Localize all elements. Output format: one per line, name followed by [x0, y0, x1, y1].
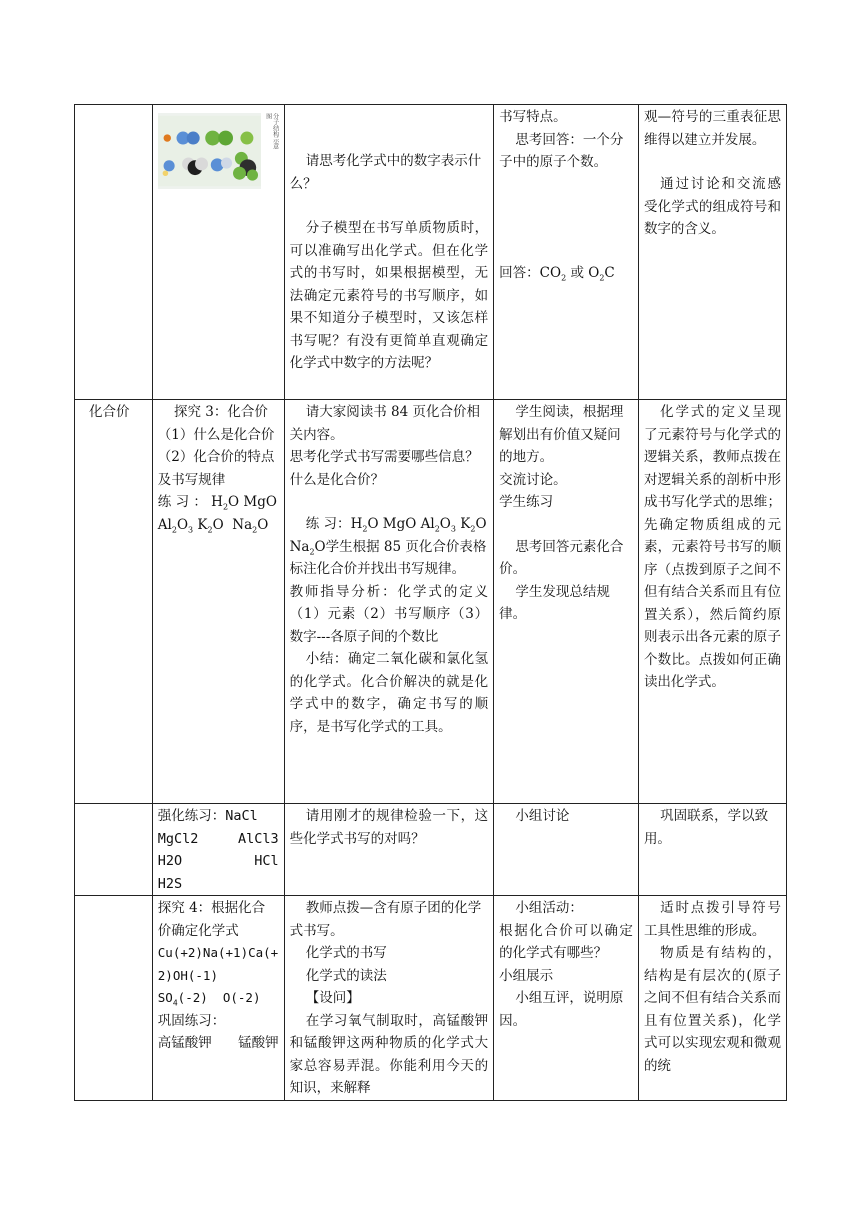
- teacher-question: 请思考化学式中的数字表示什么？: [289, 153, 482, 192]
- activity-cell: [152, 804, 284, 896]
- student-text: 学生阅读，根据理解划出有价值又疑问的地方。: [499, 404, 624, 465]
- formula: H2O: [157, 853, 183, 869]
- section-cell: [75, 896, 153, 1101]
- student-text: 学生练习: [499, 494, 554, 510]
- teacher-summary: 小结：确定二氧化碳和氯化氢的化学式。化合价解决的就是化学式中的数字，确定书写的顺序，是书写化学式的工具。: [289, 651, 489, 735]
- student-cell: [494, 400, 639, 804]
- student-text: 书写特点。: [499, 109, 567, 125]
- practice-title: 强化练习：NaCl: [157, 808, 258, 824]
- intent-text: 适时点拨引导符号工具性思维的形成。: [643, 900, 781, 939]
- activity-text: 巩固练习：: [157, 1012, 226, 1029]
- teacher-cell: [284, 400, 494, 804]
- teacher-text: 化学式的读法: [305, 967, 387, 984]
- formula: H2S: [157, 875, 183, 892]
- intent-cell: [638, 105, 786, 400]
- teacher-text: 在学习氧气制取时，高锰酸钾和锰酸钾这两种物质的化学式大家总容易弄混。你能利用今天的知识，来解释: [289, 1012, 489, 1096]
- student-cell: [494, 105, 639, 400]
- image-caption: 分子结构示意图: [264, 113, 279, 149]
- section-title: 化合价: [89, 404, 130, 420]
- activity-cell: [152, 400, 284, 804]
- intent-text: 通过讨论和交流感受化学式的组成符号和数字的含义。: [643, 176, 781, 237]
- student-text: 根据化合价可以确定的化学式有哪些？: [499, 922, 633, 961]
- intent-text: 物质是有结构的，结构是有层次的(原子之间不但有结合关系而且有位置关系)，化学式可以实现宏观和微观的统: [643, 945, 781, 1074]
- intent-text: 巩固联系，学以致用。: [643, 808, 769, 847]
- teacher-practice: 练 习：$H_2O$ MgO $Al_2O_3$ $K_2O$ $Na_2O$学生根据 85 页化合价表格标注化合价并找出书写规律。: [289, 516, 487, 577]
- teacher-text: 教师指导分析：化学式的定义（1）元素（2）书写顺序（3）数字---各原子间的个数比: [289, 583, 489, 645]
- student-text: 小组讨论: [515, 808, 570, 824]
- teacher-text: 化学式的书写: [305, 945, 387, 961]
- intent-cell: [638, 804, 786, 896]
- intent-text: 化学式的定义呈现了元素符号与化学式的逻辑关系，教师点拨在对逻辑关系的剖析中形成书写化学式的思维；先确定物质组成的元素，元素符号书写的顺序（点拨到原子之间不但有结合关系而且有位置关系），然后简约原则表示出各元素的原子个数比。点拨如何正确读出化学式。: [643, 404, 781, 690]
- table-row: [75, 804, 787, 896]
- student-text: 思考回答：一个分子中的原子个数。: [499, 131, 624, 170]
- activity-cell: [152, 105, 284, 400]
- table-row: [75, 896, 787, 1101]
- student-text: 交流讨论。: [499, 471, 567, 488]
- student-cell: [494, 804, 639, 896]
- student-text: 小组互评，说明原因。: [499, 990, 624, 1029]
- lesson-plan-table: [74, 104, 787, 1101]
- teacher-text: 请用刚才的规律检验一下，这些化学式书写的对吗？: [289, 808, 489, 847]
- student-text: 小组活动：: [515, 900, 583, 916]
- teacher-cell: [284, 804, 494, 896]
- intent-cell: [638, 400, 786, 804]
- activity-cell: [152, 896, 284, 1101]
- activity-text: 锰酸钾: [238, 1035, 279, 1051]
- intent-cell: [638, 896, 786, 1101]
- activity-text: 高锰酸钾: [157, 1035, 212, 1051]
- section-cell: [75, 400, 153, 804]
- activity-formula: $SO_4(-2)$ O(-2): [157, 990, 261, 1008]
- table-row: [75, 400, 787, 804]
- teacher-text: 思考化学式书写需要哪些信息？什么是化合价？: [289, 449, 479, 488]
- teacher-text: 请大家阅读书 84 页化合价相关内容。: [289, 404, 481, 443]
- teacher-text: 【设问】: [305, 990, 360, 1006]
- formula: MgCl2: [157, 830, 199, 847]
- activity-text: （2）化合价的特点及书写规律: [157, 449, 275, 488]
- activity-text: （1）什么是化合价: [157, 426, 275, 443]
- table-row: [75, 105, 787, 400]
- teacher-explanation: 分子模型在书写单质物质时，可以准确写出化学式。但在化学式的书写时，如果根据模型，无法确定元素符号的书写顺序，如果不知道分子模型时，又该怎样书写呢？有没有更简单直观确定化学式中数字的方法呢？: [289, 220, 489, 371]
- student-text: 小组展示: [499, 967, 554, 984]
- formula: AlCl3: [237, 830, 279, 847]
- student-cell: [494, 896, 639, 1101]
- activity-text: 探究 4：根据化合价确定化学式: [157, 900, 266, 939]
- student-answer: 回答：$CO_2$ 或 $O_2C$: [499, 264, 615, 283]
- activity-text: 探究 3：化合价: [173, 404, 268, 420]
- activity-practice: 练 习 ： $H_2O$ MgO $Al_2O_3$ $K_2O$ $Na_2O$: [157, 494, 277, 535]
- teacher-cell: [284, 105, 494, 400]
- student-text: 学生发现总结规律。: [499, 583, 610, 622]
- section-cell: [75, 105, 153, 400]
- student-text: 思考回答元素化合价。: [499, 538, 624, 577]
- teacher-cell: [284, 896, 494, 1101]
- teacher-text: 教师点拨—含有原子团的化学式书写。: [289, 900, 482, 939]
- formula: HCl: [254, 853, 279, 869]
- intent-text: 观—符号的三重表征思维得以建立并发展。: [643, 109, 781, 148]
- section-cell: [75, 804, 153, 896]
- molecule-model-image: [158, 113, 261, 189]
- activity-formula: Cu(+2)Na(+1)Ca(+2)OH(-1): [157, 945, 279, 983]
